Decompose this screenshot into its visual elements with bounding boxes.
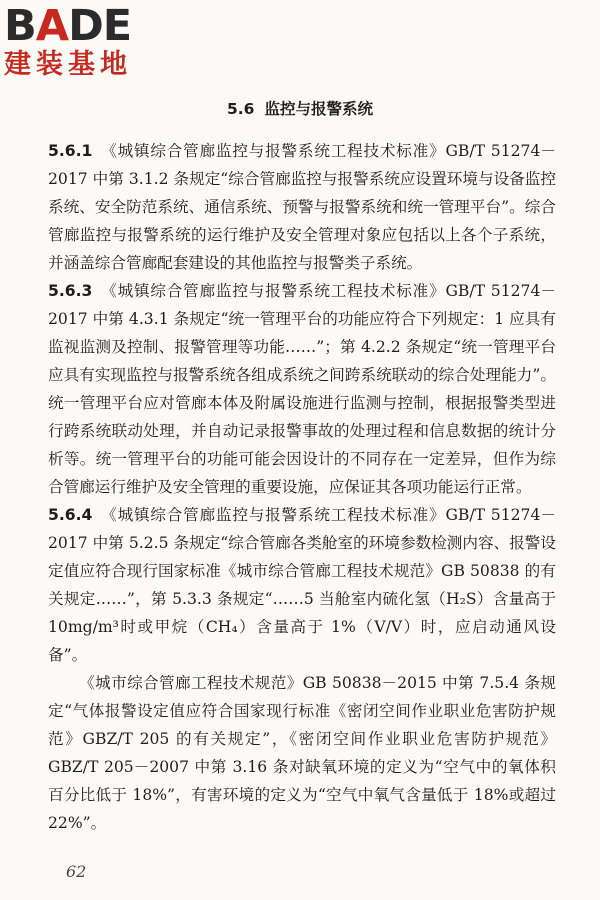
clause-text: 《城镇综合管廊监控与报警系统工程技术标准》GB/T 51274－2017 中第 3.1.2 条规定“综合管廊监控与报警系统应设置环境与设备监控系统、安全防范系统、通信系统、预警与报警系统和统一管理平台”。综合管廊监控与报警系统的运行维护及安全管理对象应包括以上各个子系统，并涵盖综合管廊配套建设的其他监控与报警类子系统。 xyxy=(48,142,556,272)
clause-5-6-3 xyxy=(48,277,556,501)
paragraph-text: 《城市综合管廊工程技术规范》GB 50838－2015 中第 7.5.4 条规定“气体报警设定值应符合国家现行标准《密闭空间作业职业危害防护规范》GBZ/T 205 的有关规定”，《密闭空间作业职业危害防护规范》GBZ/T 205－2007 中第 3.16 条对缺氧环境的定义为“空气中的氧体积百分比低于 18%”，有害环境的定义为“空气中氧气含量低于 18%或超过 22%”。 xyxy=(48,674,556,832)
clause-5-6-1 xyxy=(48,137,556,277)
clause-number: 5.6.1 xyxy=(48,142,93,160)
logo-wordmark: BADE xyxy=(4,1,132,51)
page-number: 62 xyxy=(66,862,87,881)
logo-subtitle: 建装基地 xyxy=(4,49,132,80)
section-heading: 监控与报警系统 xyxy=(264,100,373,118)
body-text xyxy=(48,137,556,837)
paragraph-continuation xyxy=(48,669,556,837)
clause-text: 《城镇综合管廊监控与报警系统工程技术标准》GB/T 51274－2017 中第 5.2.5 条规定“综合管廊各类舱室的环境参数检测内容、报警设定值应符合现行国家标准《城市综合管廊工程技术规范》GB 50838 的有关规定……”，第 5.3.3 条规定“……5 当舱室内硫化氢（H₂S）含量高于 10mg/m³时或甲烷（CH₄）含量高于 1%（V/V）时，应启动通风设备”。 xyxy=(48,506,556,664)
clause-number: 5.6.3 xyxy=(48,282,93,300)
clause-number: 5.6.4 xyxy=(48,506,93,524)
section-title xyxy=(0,97,600,119)
clause-text: 《城镇综合管廊监控与报警系统工程技术标准》GB/T 51274－2017 中第 4.3.1 条规定“统一管理平台的功能应符合下列规定：1 应具有监视监测及控制、报警管理等功能……”；第 4.2.2 条规定“统一管理平台应具有实现监控与报警系统各组成系统之间跨系统联动的综合处理能力”。统一管理平台应对管廊本体及附属设施进行监测与控制，根据报警类型进行跨系统联动处理，并自动记录报警事故的处理过程和信息数据的统计分析等。统一管理平台的功能可能会因设计的不同存在一定差异，但作为综合管廊运行维护及安全管理的重要设施，应保证其各项功能运行正常。 xyxy=(48,282,556,496)
brand-logo xyxy=(4,1,174,80)
section-number: 5.6 xyxy=(227,100,255,118)
clause-5-6-4 xyxy=(48,501,556,669)
